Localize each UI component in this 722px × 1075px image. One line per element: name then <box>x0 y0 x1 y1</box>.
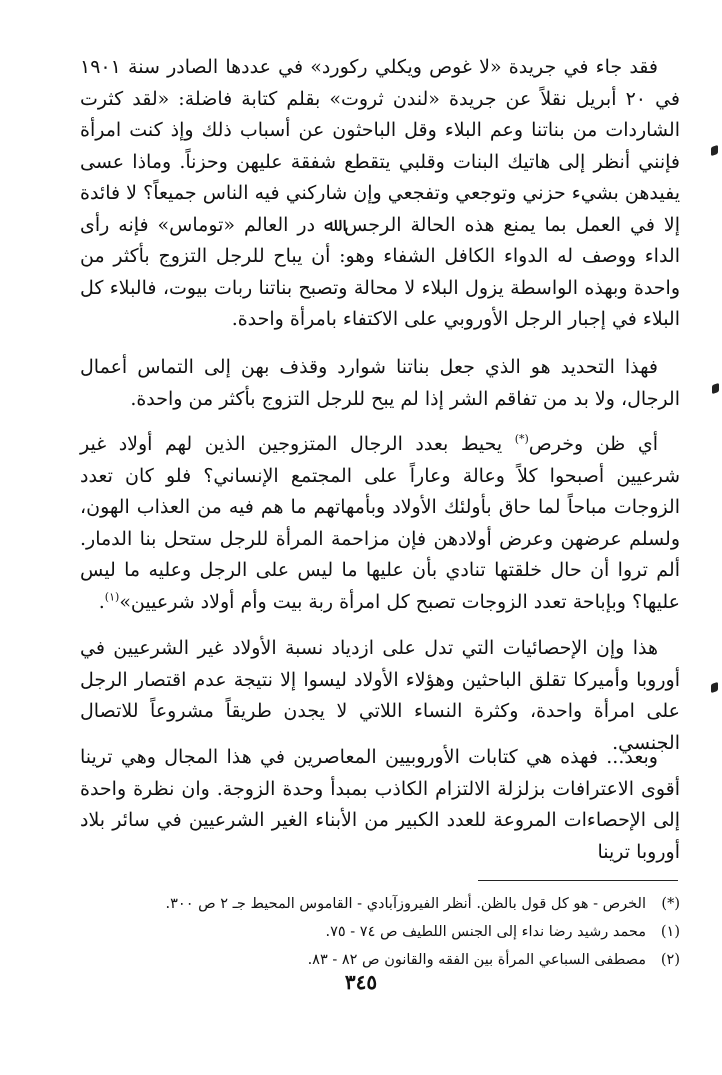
footnote-star <box>165 890 680 918</box>
footnote-star-reference: (*) <box>514 432 529 446</box>
paragraph-text: فهذا التحديد هو الذي جعل بناتنا شوارد وقذف بهن إلى التماس أعمال الرجال، ولا بد من تفاقم الشر إذا لم يبح للرجل التزوج بأكثر من واحدة. <box>80 356 680 410</box>
paragraph-text: وبعد... فهذه هي كتابات الأوروبيين المعاصرين في هذا المجال وهي ترينا أقوى الاعترافات بزلزلة الالتزام الكاذب بمبدأ وحدة الزوجة. وان نظرة واحدة إلى الإحصاءات المروعة للعدد الكبير من الأبناء الغير الشرعيين في سائر بلاد أوروبا ترينا <box>80 746 680 863</box>
paragraph-text-end: . <box>98 590 105 613</box>
footnote-1 <box>180 918 680 946</box>
footnote-marker: (*) <box>661 896 680 912</box>
footnote-2 <box>180 946 680 974</box>
body-paragraph-5 <box>80 742 680 868</box>
body-paragraph-3 <box>80 429 680 618</box>
body-paragraph-2 <box>80 352 680 415</box>
footnote-text: مصطفى السباعي المرأة بين الفقه والقانون ص ٨٢ - ٨٣. <box>307 952 646 968</box>
footnote-divider <box>478 880 678 881</box>
body-paragraph-4 <box>80 633 680 759</box>
scan-edge-mark <box>711 145 718 157</box>
footnote-marker: (١) <box>660 924 680 940</box>
paragraph-text-start: أي ظن وخرص <box>528 433 658 455</box>
scan-edge-mark <box>712 383 719 395</box>
scan-edge-mark <box>711 682 718 694</box>
paragraph-text: فقد جاء في جريدة «لا غوص ويكلي ركورد» في عددها الصادر سنة ١٩٠١ في ٢٠ أبريل نقلاً عن جريدة «لندن ثروت» بقلم كتابة فاضلة: «لقد كثرت الشاردات من بناتنا وعم البلاء وقل الباحثون عن أسباب ذلك وإذ كنت امرأة فإنني أنظر إلى هاتيك البنات وقلبي يتقطع شفقة عليهن وحزناً. وماذا عسى يفيدهن بشيء حزني وتوجعي وتفجعي وإن شاركني فيه الناس جميعاً؟ لا فائدة إلا في العمل بما يمنع هذه الحالة الرجس ﷲ در العالم «توماس» فإنه رأى الداء ووصف له الدواء الكافل الشفاء وهو: أن يباح للرجل التزوج بأكثر من واحدة وبهذه الواسطة يزول البلاء لا محالة وتصبح بناتنا ربات بيوت، فالبلاء كل البلاء في إجبار الرجل الأوروبي على الاكتفاء بامرأة واحدة. <box>80 56 680 330</box>
footnote-text: محمد رشيد رضا نداء إلى الجنس اللطيف ص ٧٤ - ٧٥. <box>325 924 646 940</box>
footnote-1-reference: (١) <box>104 590 120 604</box>
paragraph-text: هذا وإن الإحصائيات التي تدل على ازدياد نسبة الأولاد غير الشرعيين في أوروبا وأميركا تقلق الباحثين وهؤلاء الأولاد ليسوا إلا نتيجة عدم اقتصار الرجل على امرأة واحدة، وكثرة النساء اللاتي لا يجدن طريقاً مشروعاً للاتصال الجنسي. <box>80 637 680 754</box>
page-number: ٣٤٥ <box>344 970 378 994</box>
paragraph-text <box>80 429 680 618</box>
body-paragraph-1 <box>80 52 680 336</box>
footnotes-section <box>165 890 680 974</box>
footnote-text: الخرص - هو كل قول بالظن. أنظر الفيروزآبادي - القاموس المحيط جـ ٢ ص ٣٠٠. <box>165 896 646 912</box>
paragraph-text-middle: يحيط بعدد الرجال المتزوجين الذين لهم أولاد غير شرعيين أصبحوا كلاً وعالة وعاراً على المجتمع الإنساني؟ فلو كان تعدد الزوجات مباحاً لما حاق بأولئك الأولاد وبأمهاتهم ما هم فيه من العذاب الهون، ولسلم عرضهن وعرض أولادهن فإن مزاحمة المرأة للرجل ستحل بنا الدمار. ألم تروا أن حال خلقتها تنادي بأن عليها ما ليس على الرجل وعليه ما ليس عليها؟ وبإباحة تعدد الزوجات تصبح كل امرأة ربة بيت وأم أولاد شرعيين» <box>80 433 680 613</box>
footnote-marker: (٢) <box>660 952 680 968</box>
